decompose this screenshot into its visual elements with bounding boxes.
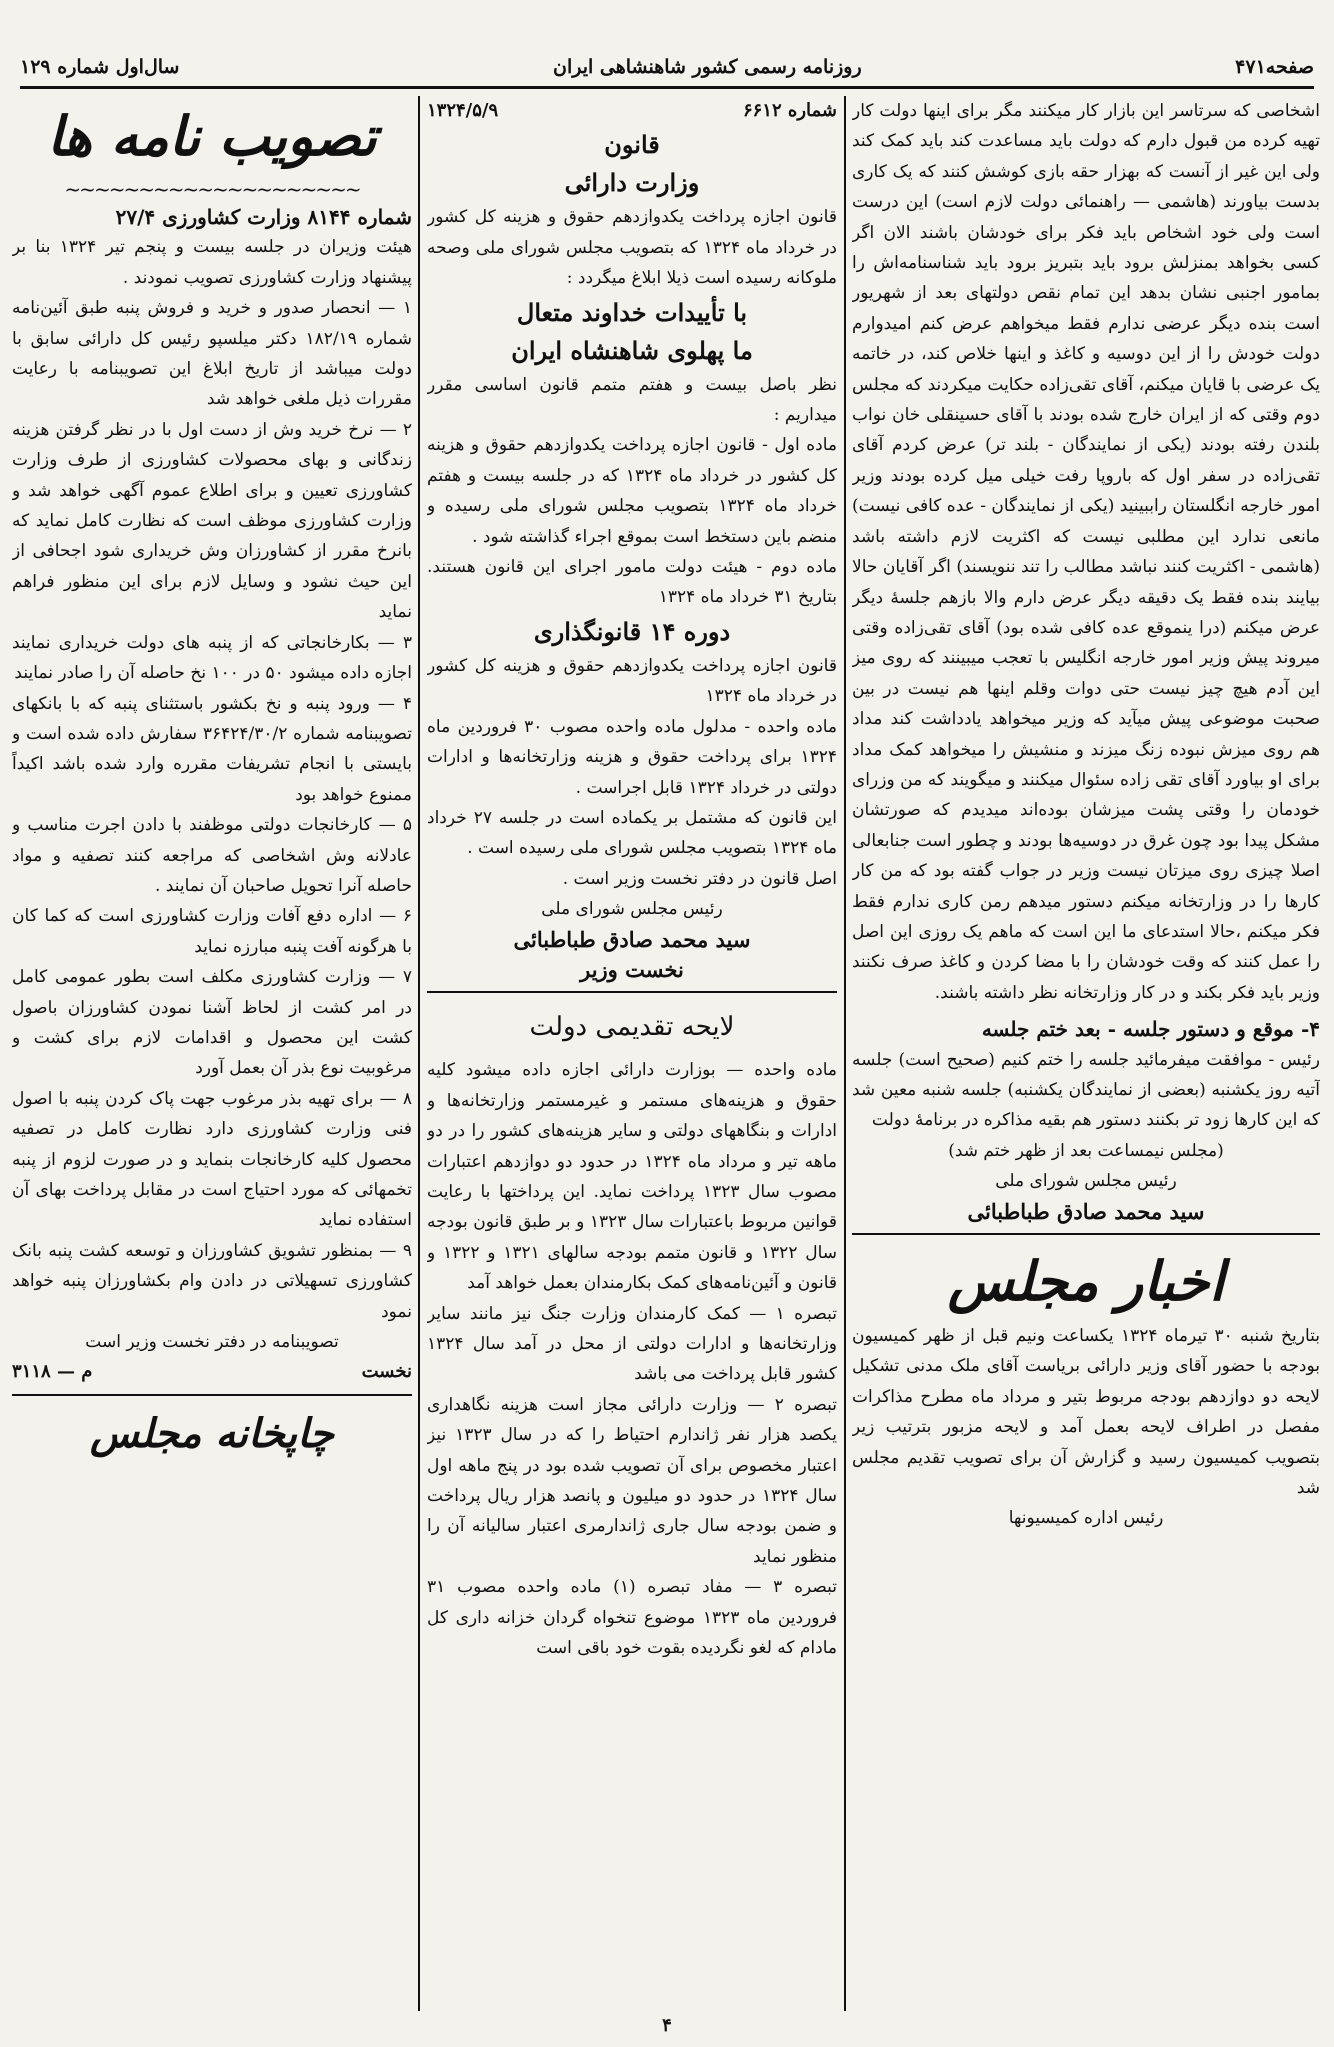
page-header [20,48,1314,89]
decree-item: ۳ — بکارخانجاتی که از پنبه های دولت خریداری نمایند اجازه داده میشود ۵۰ در ۱۰۰ نخ حاصله آن را صادر نمایند [12,632,412,684]
shah-line: ما پهلوی شاهنشاه ایران [511,335,753,365]
decree-head: شماره ۸۱۴۴ وزارت کشاورزی ۲۷/۴ [115,205,412,229]
decree-closing: تصویبنامه در دفتر نخست وزیر است [85,1332,339,1353]
column-divider-left [418,96,420,2011]
issue-label: سال‌اول شماره ۱۲۹ [20,56,180,78]
original-line: اصل قانون در دفتر نخست وزیر است . [562,868,837,889]
page-footer-number: ۴ [662,2015,672,2036]
law-intro: قانون اجازه پرداخت یکدوازدهم حقوق و هزینه کل کشور در خرداد ماه ۱۳۲۴ که بتصویب مجلس شورای ملی وصحه ملوکانه رسیده است ذیلا ابلاغ میگردد : [427,207,837,289]
single-article: ماده واحده - مدلول ماده واحده مصوب ۳۰ فروردین ماه ۱۳۲۴ برای پرداخت حقوق و هزینه وزارتخانه‌ها و ادارات دولتی در خرداد ۱۳۲۴ قابل اجراست . [427,716,837,798]
section-divider [427,991,837,993]
article-2: ماده دوم - هیئت دولت مامور اجرای این قانون هستند. بتاریخ ۳۱ خرداد ماه ۱۳۲۴ [427,557,837,608]
section4-text: رئیس - موافقت میفرمائید جلسه را ختم کنیم (صحیح است) جلسه آتیه روز یکشنبه (بعضی از نمایندگان یکشنبه) جلسه شنبه معین شد که این کارها زود تر بکنند دستور هم بقیه مذاکره در برنامهٔ دولت [852,1049,1320,1131]
decree-item: ۵ — کارخانجات دولتی موظفند با دادن اجرت مناسب و عادلانه وش اشخاصی که مراجعه کنند تصفیه و مواد حاصله آنرا تحویل صاحبان آن نمایند . [12,815,412,896]
pm-label: نخست [361,1361,412,1383]
session-14: دوره ۱۴ قانونگذاری [533,616,731,646]
prime-minister: نخست وزیر [580,956,684,982]
session-end: (مجلس نیمساعت بعد از ظهر ختم شد) [948,1140,1224,1161]
akhbar-majles-title: اخبار مجلس [947,1249,1225,1314]
decree-number: م — ۳۱۱۸ [12,1361,93,1383]
issue-number: شماره ۶۶۱۲ [742,100,837,121]
article-1: ماده اول - قانون اجازه پرداخت یکدوازدهم حقوق و هزینه کل کشور در خرداد ماه ۱۳۲۴ که در جلسه بیست و هفتم خرداد ماه ۱۳۲۴ بتصویب مجلس شورای ملی رسیده و منضم باین دستخط است بموقع اجراء گذاشته شود . [427,435,837,547]
decree-item: ۹ — بمنظور تشویق کشاورزان و توسعه کشت پنبه بانک کشاورزی تسهیلاتی در دادن وام بکشاورزان پنبه خواهد نمود [12,1240,412,1322]
decree-item: ۲ — نرخ خرید وش از دست اول با در نظر گرفتن هزینه زندگانی و بهای محصولات کشاورزی از طرف وزارت کشاورزی تعیین و برای اطلاع عموم آگهی خواهد شد و وزارت کشاورزی موظف است که نظارت کامل نماید که بانرخ مقرر از کشاورزان وش خریداری شود اجحافی از این حیث نشود و وسایل لازم برای این منظور فراهم نماید [12,419,412,623]
note-3: تبصره ۳ — مفاد تبصره (۱) ماده واحده مصوب ۳۱ فروردین ماه ۱۳۲۳ موضوع تنخواه گردان خزانه داری کل مادام که لغو نگردیده بقوت خود باقی است [427,1577,837,1659]
god-line: با تأییدات خداوند متعال [516,297,748,327]
bill-text: ماده واحده — بوزارت دارائی اجازه داده میشود کلیه حقوق و هزینه‌های مستمر و غیرمستمر وزارتخانه‌ها و ادارات و بنگاههای دولتی و سایر هزینه‌های کشور را در دو ماهه تیر و مرداد ماه ۱۳۲۴ در حدود دو دوازدهم اعتبارات مصوب سال ۱۳۲۳ پرداخت نماید. این پرداختها با رعایت قوانین مربوط باعتبارات سال ۱۳۲۳ و بر طبق قانون بودجه سال ۱۳۲۲ و قانون متمم بودجه سالهای ۱۳۲۱ و ۱۳۲۲ و قانون و آئین‌نامه‌های کمک بکارمندان بعمل خواهد آمد [427,1060,837,1294]
page-number-label: صفحه۴۷۱ [1235,56,1314,78]
debate-text: اشخاصی که سرتاسر این بازار کار میکنند مگر برای اینها دولت کار تهیه کرده من قبول دارم که دولت باید مساعدت کند باید کمک کند ولی این غیر از آنست که بهزار حقه بازی کوشش کنند که یک کاری بدست بیاورند (هاشمی — راهنمائی دولت لازم است) این درست است ولی خود اشخاص باید فکر برای خودشان باشند الان اگر کسی بخواهد بمنزلش برود باید بتبریز برود باید شناسنامه‌اش را بمامور اجنبی نشان بدهد این تمام نقص دولتهای بعد از شهریور است بنده دیگر عرضی ندارم فقط میخواهم عرض کنم امیدوارم دولت خودش را از این دوسیه و کاغذ و اینها خلاص کند، در خاتمه یک عرضی با قایان میکنم، آقای تقی‌زاده حکایت میکردند که مجلس دوم وقتی که از ایران خارج شده بودند با آقای حسینقلی خان نواب بلندن رفته بودند (یکی از نمایندگان - بلند تر) عرض کردم آقای تقی‌زاده در سفر اول که باروپا رفت خیلی میل کرده بودند وزیر امور خارجه انگلستان راببینید (یکی از نمایندگان - عده کافی نیست) مانعی ندارد این مطلبی نیست که اکثریت لازم داشته باشد (هاشمی - اکثریت کنند نباشد مطالب را تند ننویسند) اگر آقایان حالا بیایند بنده فقط یک دقیقه دیگر عرض دارم والا بازهم جلسهٔ دیگر عرض میکنم (درا ینموقع عده کافی شده بود) آقای تقی‌زاده وقتی میروند پیش وزیر امور خارجه انگلیس با تعجب میبینند که روی میز این آدم هیچ چیز نیست حتی دوات وقلم اینها هم نیست در بین صحبت موضوعی پیش میآید که وزیر میخواهد یادداشت کند مداد هم روی میزش نبوده زنگ میزند و منشیش را میخواهد کمک مداد برای او بیاورد آقای تقی زاده سئوال میکنند و میگویند که من وزرای خودمان را وقتی پشت میزشان بوده‌اند میدیدم که صورتشان مشکل پیدا بود چون غرق در دوسیه‌ها بودند و چطور است جنابعالی اصلا چیزی روی میزتان نیست وزیر در جواب گفته بود که من کار کارها را در وزارتخانه میکنم دستور میدهم رمن کاری ندارم فقط فکر میکنم ،حالا استدعای ما این است که ماهم یک روزی این اصل را عمل کنند که وقت خودشان را با مضا کردن و کاغذ صرف نکنند وزیر باید فکر بکند و در کار وزارتخانه نظر داشته باشند. [852,101,1320,1003]
ministry-title: وزارت دارائی [564,168,700,198]
akhbar-sign: رئیس اداره کمیسیونها [1008,1508,1164,1529]
constitution-line: نظر باصل بیست و هفتم متمم قانون اساسی مقرر میداریم : [427,374,837,426]
wavy-divider: ~~~~~~~~~~~~~~~~~~~~ [64,177,360,201]
section4-title: ۴- موقع و دستور جلسه - بعد ختم جلسه [981,1017,1320,1042]
signer-name: سید محمد صادق طباطبائی [513,926,751,952]
newspaper-name: روزنامه رسمی کشور شاهنشاهی ایران [552,56,862,78]
president-title: رئیس مجلس شورای ملی [995,1171,1177,1192]
bill-title: لایحه تقدیمی دولت [529,1012,735,1043]
note-2: تبصره ۲ — وزارت دارائی مجاز است هزینه نگاهداری یکصد هزار نفر ژاندارم احتیاط را که در سال ۱۳۲۳ نیز اعتبار مخصوص برای آن تصویب شده بود در پنج ماهه اول سال ۱۳۲۴ در حدود دو میلیون و پانصد هزار ریال پرداخت و ضمن بودجه سال جاری ژاندارمری اعتبار سالیانه آن را منظور نماید [427,1394,837,1567]
issue-date: ۱۳۲۴/۵/۹ [427,100,499,121]
decree-item: ۱ — انحصار صدور و خرید و فروش پنبه طبق آئین‌نامه شماره ۱۸۲/۱۹ دکتر میلسپو رئیس کل دارائی سابق با دولت میباشد از تاریخ ابلاغ این تصویبنامه با رعایت مقررات ذیل ملغی خواهد شد [12,298,412,410]
akhbar-text: بتاریخ شنبه ۳۰ تیرماه ۱۳۲۴ یکساعت ونیم قبل از ظهر کمیسیون بودجه با حضور آقای وزیر دارائی بریاست آقای ملک مدنی تشکیل لایحه دو دوازدهم بودجه مربوط بتیر و مرداد ماه مطرح مذاکرات مفصل در اطراف لایحه بعمل آمد و لایحه مزبور بترتیب زیر بتصویب کمیسیون رسید و گزارش آن برای تصویب تقدیم مجلس شد [852,1326,1320,1499]
decree-footer [12,1357,412,1387]
left-column [12,96,412,2011]
decree-item: ۸ — برای تهیه بذر مرغوب جهت پاک کردن پنبه با اصول فنی وزارت کشاورزی دارد نظارت کامل در تصفیه محصول کلیه کارخانجات بنماید و در صورت لزوم از پنبه تخمهائی که مورد احتیاج است در مقابل پرداخت بهای آن استفاده نماید [12,1088,412,1231]
decrees-title: تصویب نامه ها [47,104,377,168]
note-1: تبصره ۱ — کمک کارمندان وزارت جنگ نیز مانند سایر وزارتخانه‌ها و ادارات دولتی از محل در آمد سال ۱۳۲۴ کشور قابل پرداخت می باشد [427,1303,837,1385]
signer-title: رئیس مجلس شورای ملی [541,899,723,920]
decree-item: ۷ — وزارت کشاورزی مکلف است بطور عمومی کامل در امر کشت از لحاظ آشنا نمودن کشاورزان باصول کشت این محصول و اقدامات لازم برای کشت و مرغوبیت نوع بذر آن بعمل آورد [12,967,412,1079]
president-name: سید محمد صادق طباطبائی [967,1198,1205,1224]
column-divider-right [844,96,846,2011]
law-title: قانون [604,130,660,160]
decree-item: ۴ — ورود پنبه و نخ بکشور باستثنای پنبه که با بانکهای تصویبنامه شماره ۳۶۴۲۴/۳۰/۲ سفارش داده شده است و بایستی با انجام تشریفات مقرره وارد شده باشد اکیداً ممنوع خواهد بود [12,693,412,805]
issue-meta [427,96,837,126]
law-repeat: قانون اجازه پرداخت یکدوازدهم حقوق و هزینه کل کشور در خرداد ماه ۱۳۲۴ [427,655,837,707]
right-column [852,96,1320,2011]
section-divider [852,1233,1320,1235]
middle-column [427,96,837,2011]
printing-house-stamp: چاپخانه مجلس [89,1409,335,1457]
approval-line: این قانون که مشتمل بر یکماده است در جلسه ۲۷ خرداد ماه ۱۳۲۴ بتصویب مجلس شورای ملی رسیده است . [427,807,837,859]
decree-intro: هیئت وزیران در جلسه بیست و پنجم تیر ۱۳۲۴ بنا بر پیشنهاد وزارت کشاورزی تصویب نمودند . [12,237,412,288]
decree-item: ۶ — اداره دفع آفات وزارت کشاورزی است که کما کان با هرگونه آفت پنبه مبارزه نماید [12,906,412,957]
section-divider [12,1394,412,1396]
